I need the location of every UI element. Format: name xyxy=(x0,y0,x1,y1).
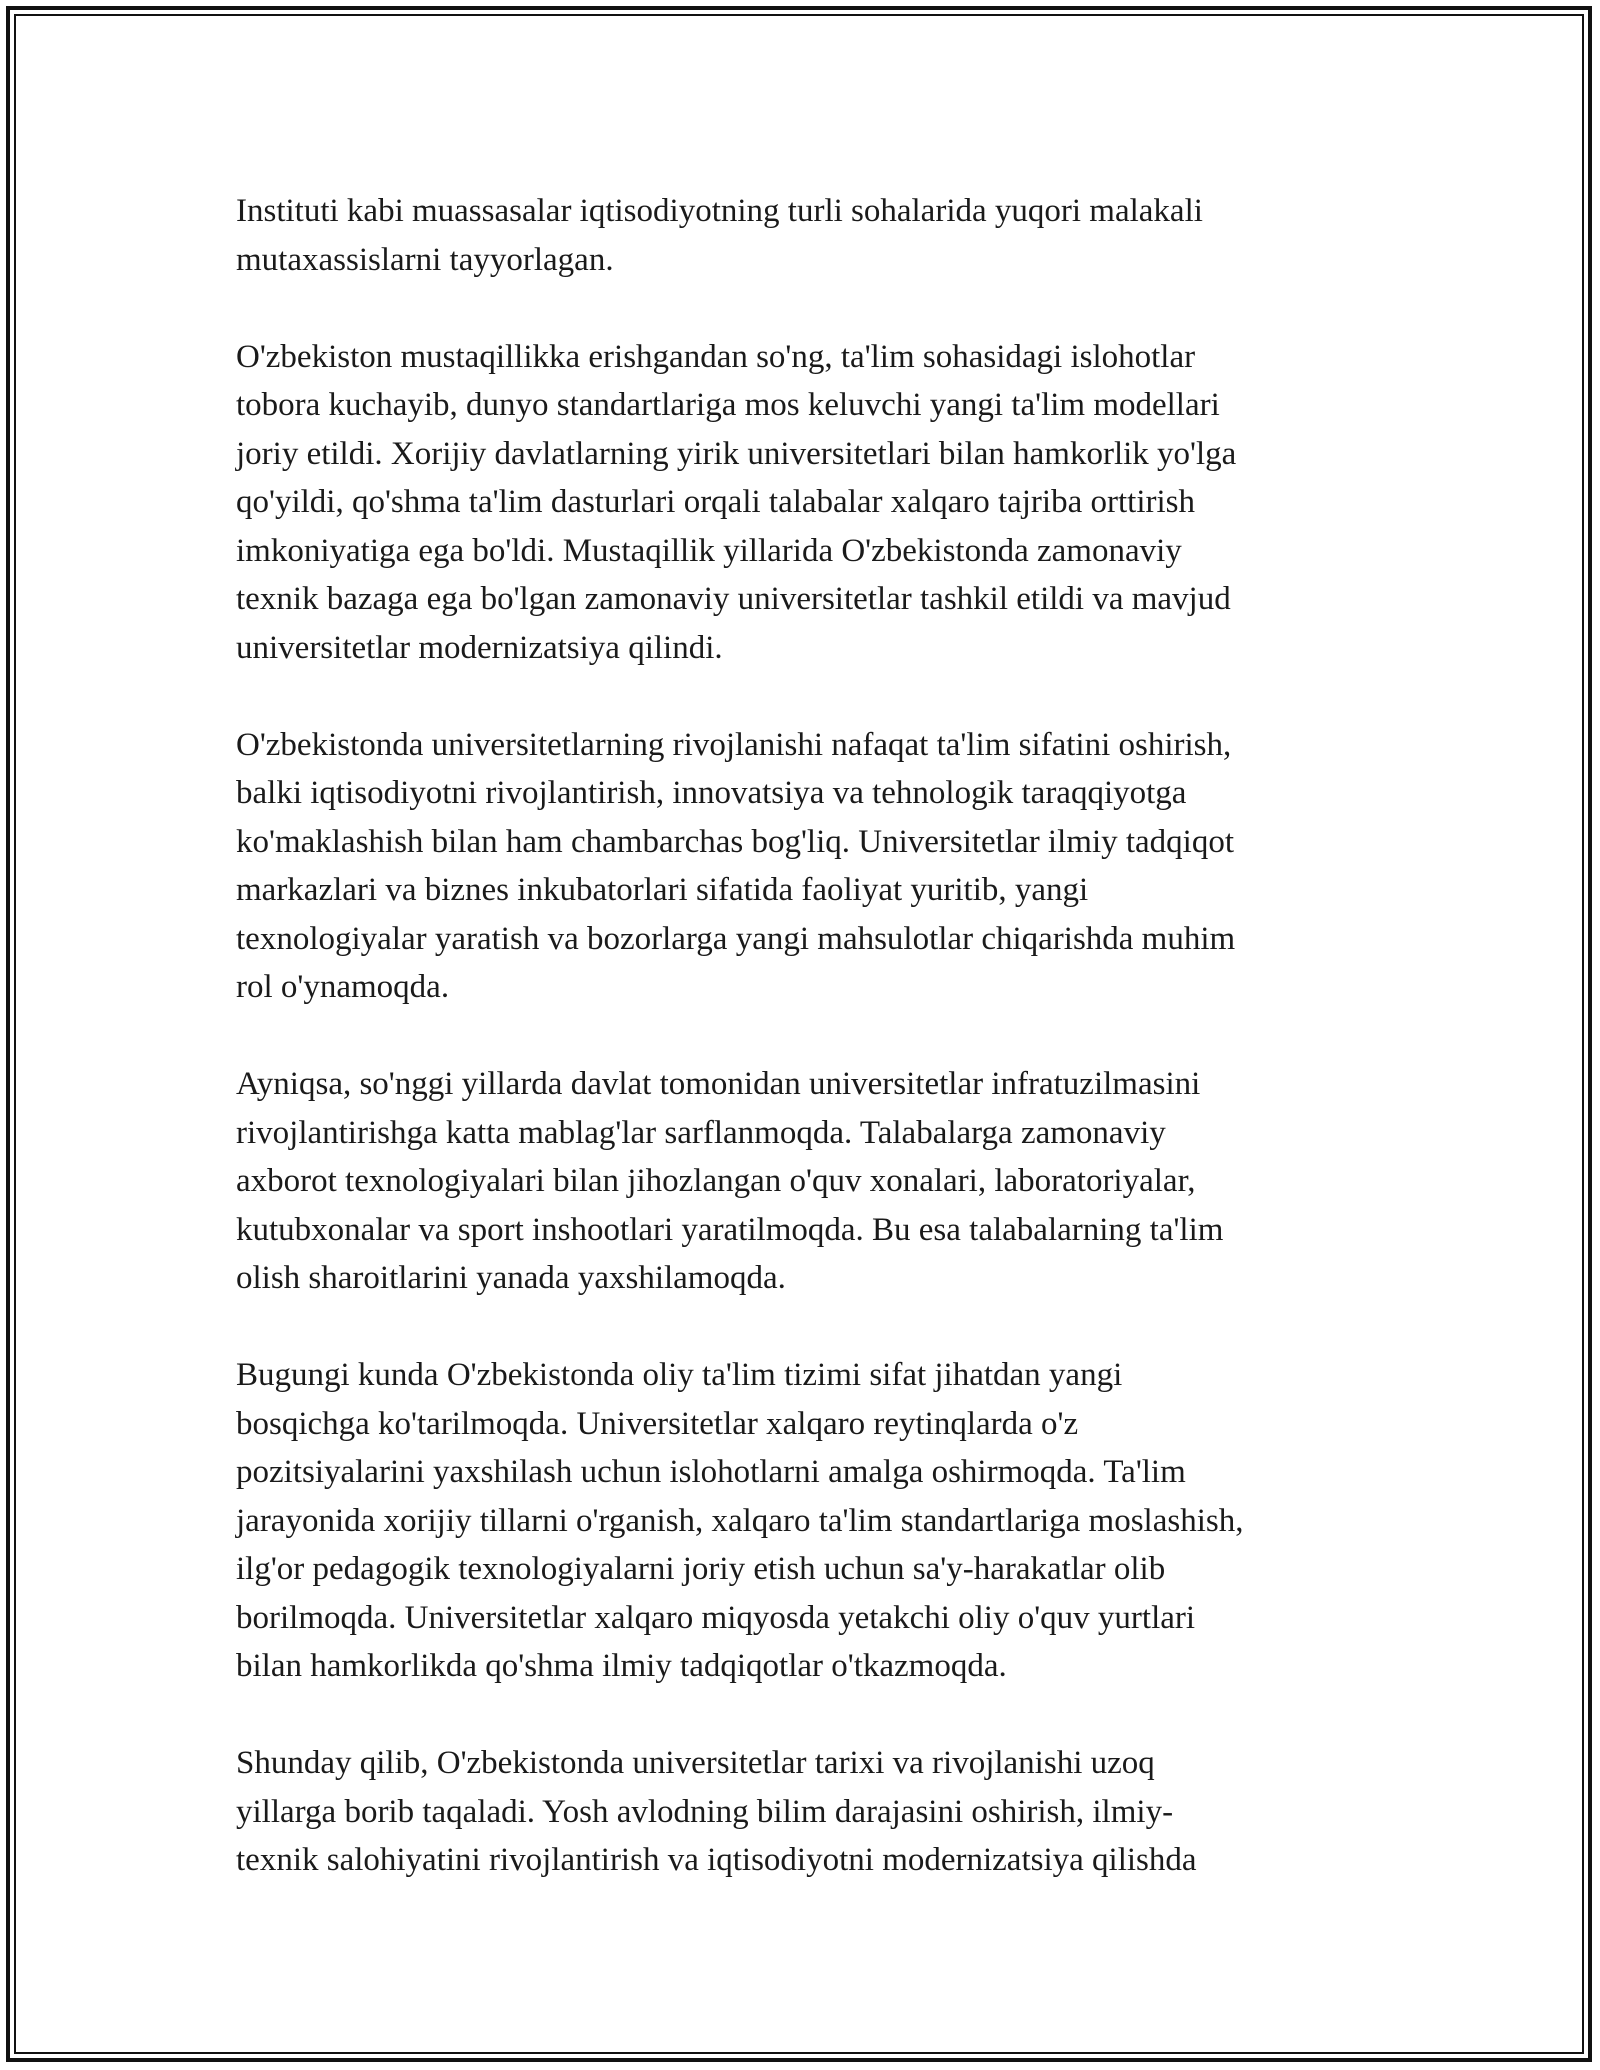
paragraph-4: Ayniqsa, so'nggi yillarda davlat tomonidan universitetlar infratuzilmasini rivojlantirishga katta mablag'lar sarflanmoqda. Talabalarga zamonaviy axborot texnologiyalari bilan jihozlangan o'quv xonalari, laboratoriyalar, kutubxonalar va sport inshootlari yaratilmoqda. Bu esa talabalarning ta'lim olish sharoitlarini yanada yaxshilamoqda. xyxy=(236,1066,1224,1296)
paragraph-1: Instituti kabi muassasalar iqtisodiyotning turli sohalarida yuqori malakali mutaxassislarni tayyorlagan. xyxy=(236,193,1203,278)
paragraph-6: Shunday qilib, O'zbekistonda universitetlar tarixi va rivojlanishi uzoq yillarga borib taqaladi. Yosh avlodning bilim darajasini oshirish, ilmiy- texnik salohiyatini rivojlantirish va iqtisodiyotni modernizatsiya qilishda xyxy=(236,1745,1197,1878)
document-body xyxy=(236,187,1366,1933)
paragraph-3: O'zbekistonda universitetlarning rivojlanishi nafaqat ta'lim sifatini oshirish, balki iqtisodiyotni rivojlantirish, innovatsiya va tehnologik taraqqiyotga ko'maklashish bilan ham chambarchas bog'liq. Universitetlar ilmiy tadqiqot markazlari va biznes inkubatorlari sifatida faoliyat yuritib, yangi texnologiyalar yaratish va bozorlarga yangi mahsulotlar chiqarishda muhim rol o'ynamoqda. xyxy=(236,726,1236,1005)
paragraph-5: Bugungi kunda O'zbekistonda oliy ta'lim tizimi sifat jihatdan yangi bosqichga ko'tarilmoqda. Universitetlar xalqaro reytinqlarda o'z pozitsiyalarini yaxshilash uchun islohotlarni amalga oshirmoqda. Ta'lim jarayonida xorijiy tillarni o'rganish, xalqaro ta'lim standartlariga moslashish, ilg'or pedagogik texnologiyalarni joriy etish uchun sa'y-harakatlar olib borilmoqda. Universitetlar xalqaro miqyosda yetakchi oliy o'quv yurtlari bilan hamkorlikda qo'shma ilmiy tadqiqotlar o'tkazmoqda. xyxy=(236,1357,1244,1684)
paragraph-2: O'zbekiston mustaqillikka erishgandan so'ng, ta'lim sohasidagi islohotlar tobora kuchayib, dunyo standartlariga mos keluvchi yangi ta'lim modellari joriy etildi. Xorijiy davlatlarning yirik universitetlari bilan hamkorlik yo'lga qo'yildi, qo'shma ta'lim dasturlari orqali talabalar xalqaro tajriba orttirish imkoniyatiga ega bo'ldi. Mustaqillik yillarida O'zbekistonda zamonaviy texnik bazaga ega bo'lgan zamonaviy universitetlar tashkil etildi va mavjud universitetlar modernizatsiya qilindi. xyxy=(236,338,1237,666)
